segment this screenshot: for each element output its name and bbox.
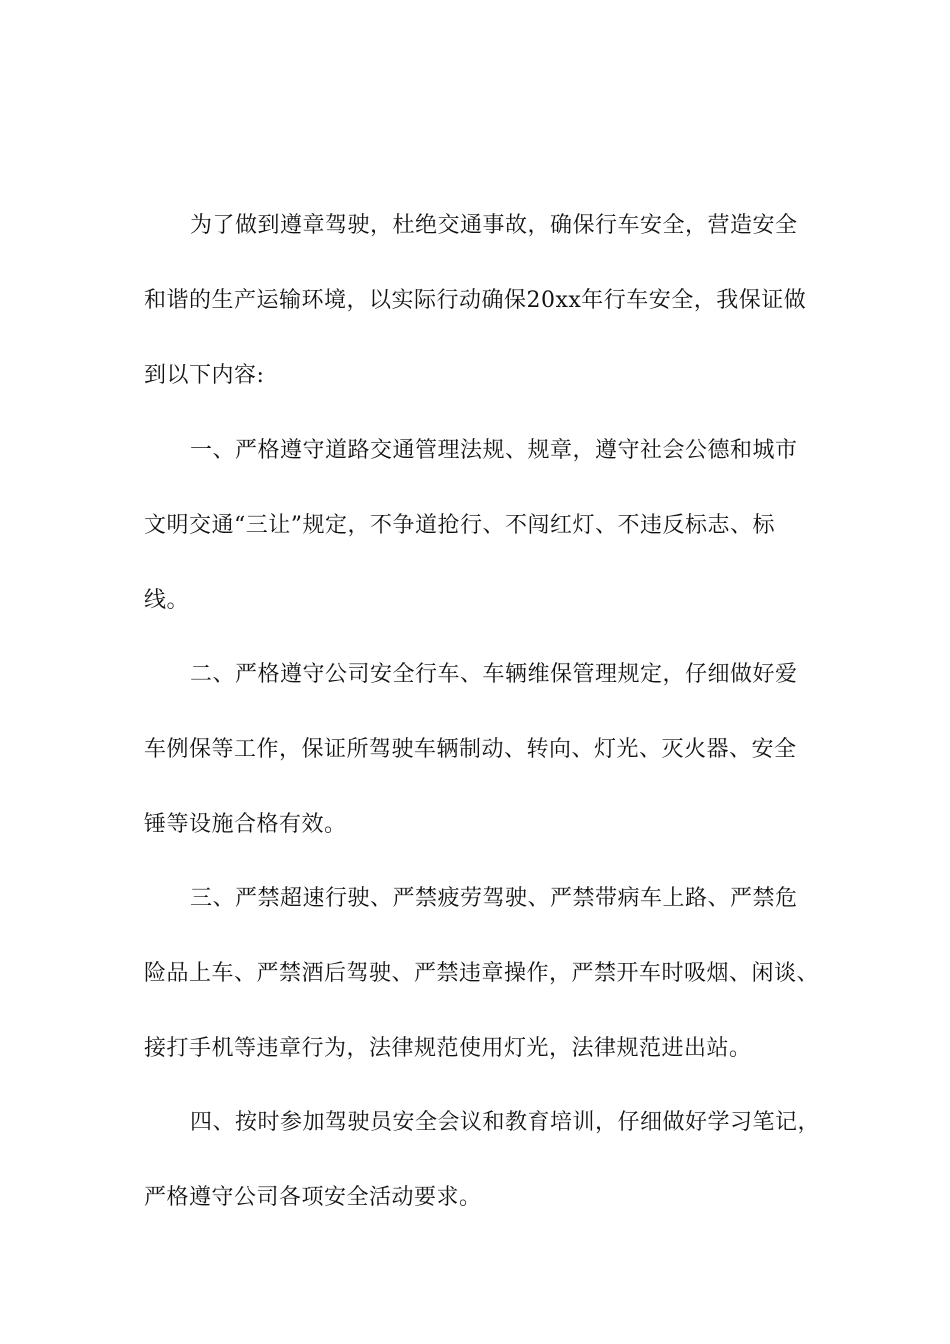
paragraph-item-4-line-1: 四、按时参加驾驶员安全会议和教育培训，仔细做好学习笔记， (190, 1110, 821, 1135)
paragraph-item-2-line-3: 锤等设施合格有效。 (144, 812, 347, 837)
paragraph-item-1-line-3: 线。 (144, 588, 190, 613)
paragraph-item-3-line-2: 险品上车、严禁酒后驾驶、严禁违章操作，严禁开车时吸烟、闲谈、 (144, 961, 820, 986)
paragraph-item-4-line-2: 严格遵守公司各项安全活动要求。 (144, 1185, 482, 1210)
paragraph-item-1-line-2: 文明交通“三让”规定，不争道抢行、不闯红灯、不违反标志、标 (144, 513, 775, 538)
paragraph-intro-line-1: 为了做到遵章驾驶，杜绝交通事故，确保行车安全，营造安全 (190, 213, 798, 238)
paragraph-item-2-line-1: 二、严格遵守公司安全行车、车辆维保管理规定，仔细做好爱 (190, 662, 798, 687)
paragraph-intro-line-3: 到以下内容: (144, 363, 265, 388)
paragraph-item-2-line-2: 车例保等工作，保证所驾驶车辆制动、转向、灯光、灭火器、安全 (144, 737, 797, 762)
paragraph-item-1-line-1: 一、严格遵守道路交通管理法规、规章，遵守社会公德和城市 (190, 438, 798, 463)
paragraph-item-3-line-1: 三、严禁超速行驶、严禁疲劳驾驶、严禁带病车上路、严禁危 (190, 886, 798, 911)
paragraph-item-3-line-3: 接打手机等违章行为，法律规范使用灯光，法律规范进出站。 (144, 1036, 752, 1061)
paragraph-intro-line-2: 和谐的生产运输环境，以实际行动确保20xx年行车安全，我保证做 (144, 288, 807, 313)
